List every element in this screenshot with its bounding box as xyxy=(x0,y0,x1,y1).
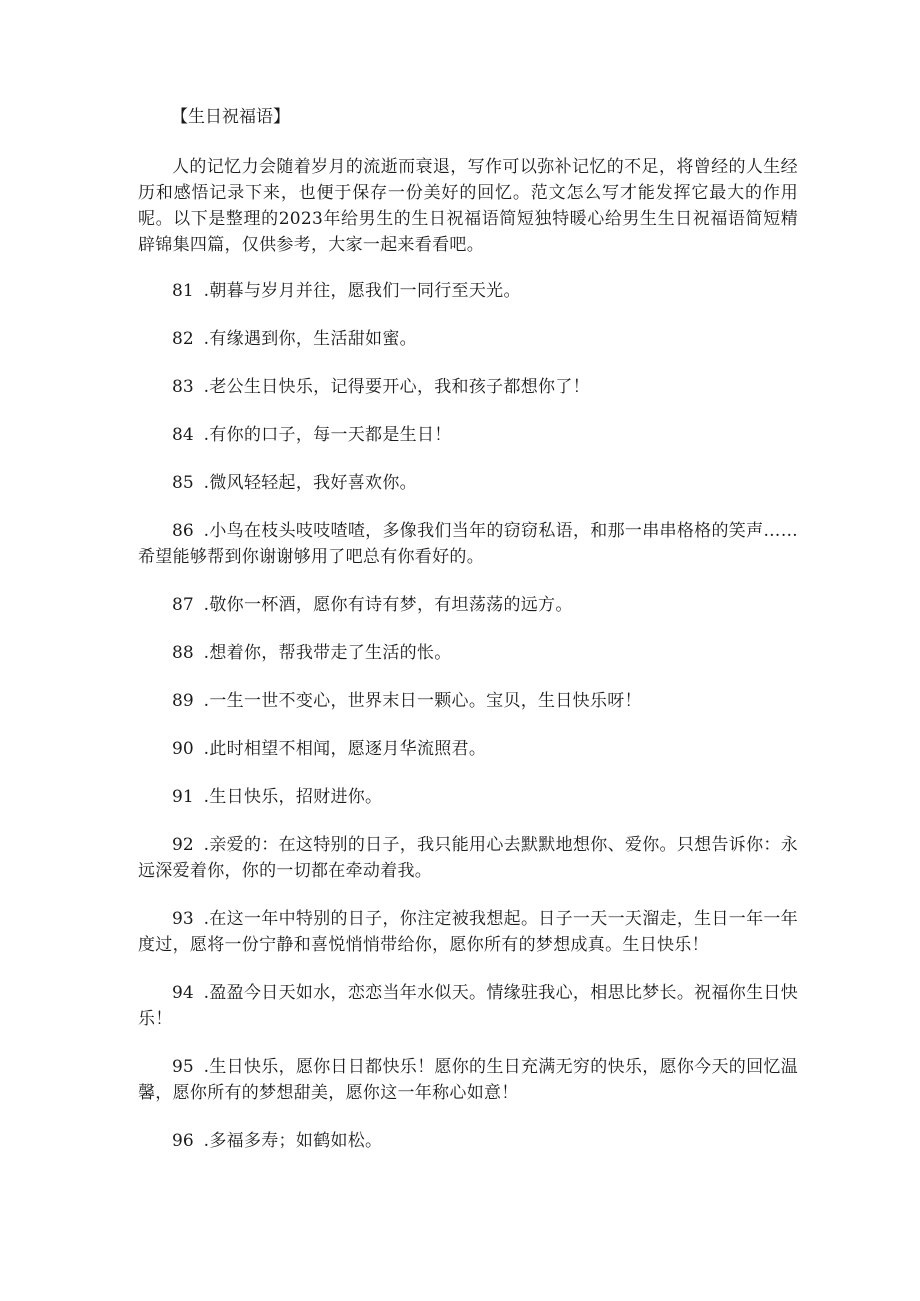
wish-item xyxy=(138,980,798,1032)
intro-paragraph: 人的记忆力会随着岁月的流逝而衰退，写作可以弥补记忆的不足，将曾经的人生经历和感悟记录下来，也便于保存一份美好的回忆。范文怎么写才能发挥它最大的作用呢。以下是整理的2023年给男生的生日祝福语简短独特暖心给男生生日祝福语简短精辟锦集四篇，仅供参考，大家一起来看看吧。 xyxy=(138,157,798,255)
wish-item-text: .敬你一杯酒，愿你有诗有梦，有坦荡荡的远方。 xyxy=(203,595,573,615)
document-body xyxy=(138,104,798,1176)
wish-item-text: .有你的口子，每一天都是生日！ xyxy=(203,425,452,445)
wish-item-number: 83 xyxy=(172,377,194,397)
wish-item xyxy=(138,640,798,666)
wish-item-number: 95 xyxy=(172,1057,194,1077)
wish-item-number: 88 xyxy=(172,643,194,663)
wish-item-number: 89 xyxy=(172,691,194,711)
wish-item-text: .在这一年中特别的日子，你注定被我想起。日子一天一天溜走，生日一年一年度过，愿将一份宁静和喜悦悄悄带给你，愿你所有的梦想成真。生日快乐！ xyxy=(138,909,798,955)
wish-item xyxy=(138,592,798,618)
wish-item-number: 94 xyxy=(172,983,194,1003)
wish-item xyxy=(138,688,798,714)
wish-item xyxy=(138,736,798,762)
wish-item-number: 91 xyxy=(172,787,194,807)
wish-item-number: 86 xyxy=(172,521,194,541)
wish-item-text: .微风轻轻起，我好喜欢你。 xyxy=(203,473,417,493)
wish-item-number: 87 xyxy=(172,595,194,615)
wish-item-number: 84 xyxy=(172,425,194,445)
wish-item xyxy=(138,326,798,352)
wish-item xyxy=(138,1054,798,1106)
wish-item xyxy=(138,470,798,496)
wish-list xyxy=(138,278,798,1154)
wish-item xyxy=(138,518,798,570)
wish-item-number: 96 xyxy=(172,1131,194,1151)
wish-item-number: 93 xyxy=(172,909,194,929)
wish-item-text: .多福多寿；如鹤如松。 xyxy=(203,1131,383,1151)
wish-item-text: .朝暮与岁月并往，愿我们一同行至天光。 xyxy=(203,281,521,301)
wish-item xyxy=(138,906,798,958)
wish-item-text: .生日快乐，招财进你。 xyxy=(203,787,383,807)
wish-item xyxy=(138,374,798,400)
wish-item xyxy=(138,1128,798,1154)
wish-item-number: 85 xyxy=(172,473,194,493)
wish-item-text: .老公生日快乐，记得要开心，我和孩子都想你了！ xyxy=(203,377,590,397)
wish-item-number: 81 xyxy=(172,281,194,301)
wish-item-text: .一生一世不变心，世界末日一颗心。宝贝，生日快乐呀！ xyxy=(203,691,642,711)
section-title: 【生日祝福语】 xyxy=(171,107,290,127)
wish-item-text: .想着你，帮我带走了生活的怅。 xyxy=(203,643,452,663)
wish-item-text: .小鸟在枝头吱吱喳喳，多像我们当年的窃窃私语，和那一串串格格的笑声……希望能够帮到你谢谢够用了吧总有你看好的。 xyxy=(138,521,798,567)
wish-item-text: .亲爱的：在这特别的日子，我只能用心去默默地想你、爱你。只想告诉你：永远深爱着你，你的一切都在牵动着我。 xyxy=(138,835,798,881)
wish-item-number: 90 xyxy=(172,739,194,759)
wish-item xyxy=(138,784,798,810)
wish-item xyxy=(138,832,798,884)
wish-item-text: .盈盈今日天如水，恋恋当年水似天。情缘驻我心，相思比梦长。祝福你生日快乐！ xyxy=(138,983,798,1029)
wish-item-text: .有缘遇到你，生活甜如蜜。 xyxy=(203,329,417,349)
wish-item xyxy=(138,278,798,304)
wish-item-text: .生日快乐，愿你日日都快乐！愿你的生日充满无穷的快乐，愿你今天的回忆温馨，愿你所有的梦想甜美，愿你这一年称心如意！ xyxy=(138,1057,798,1103)
wish-item-text: .此时相望不相闻，愿逐月华流照君。 xyxy=(203,739,487,759)
wish-item xyxy=(138,422,798,448)
wish-item-number: 82 xyxy=(172,329,194,349)
wish-item-number: 92 xyxy=(172,835,194,855)
